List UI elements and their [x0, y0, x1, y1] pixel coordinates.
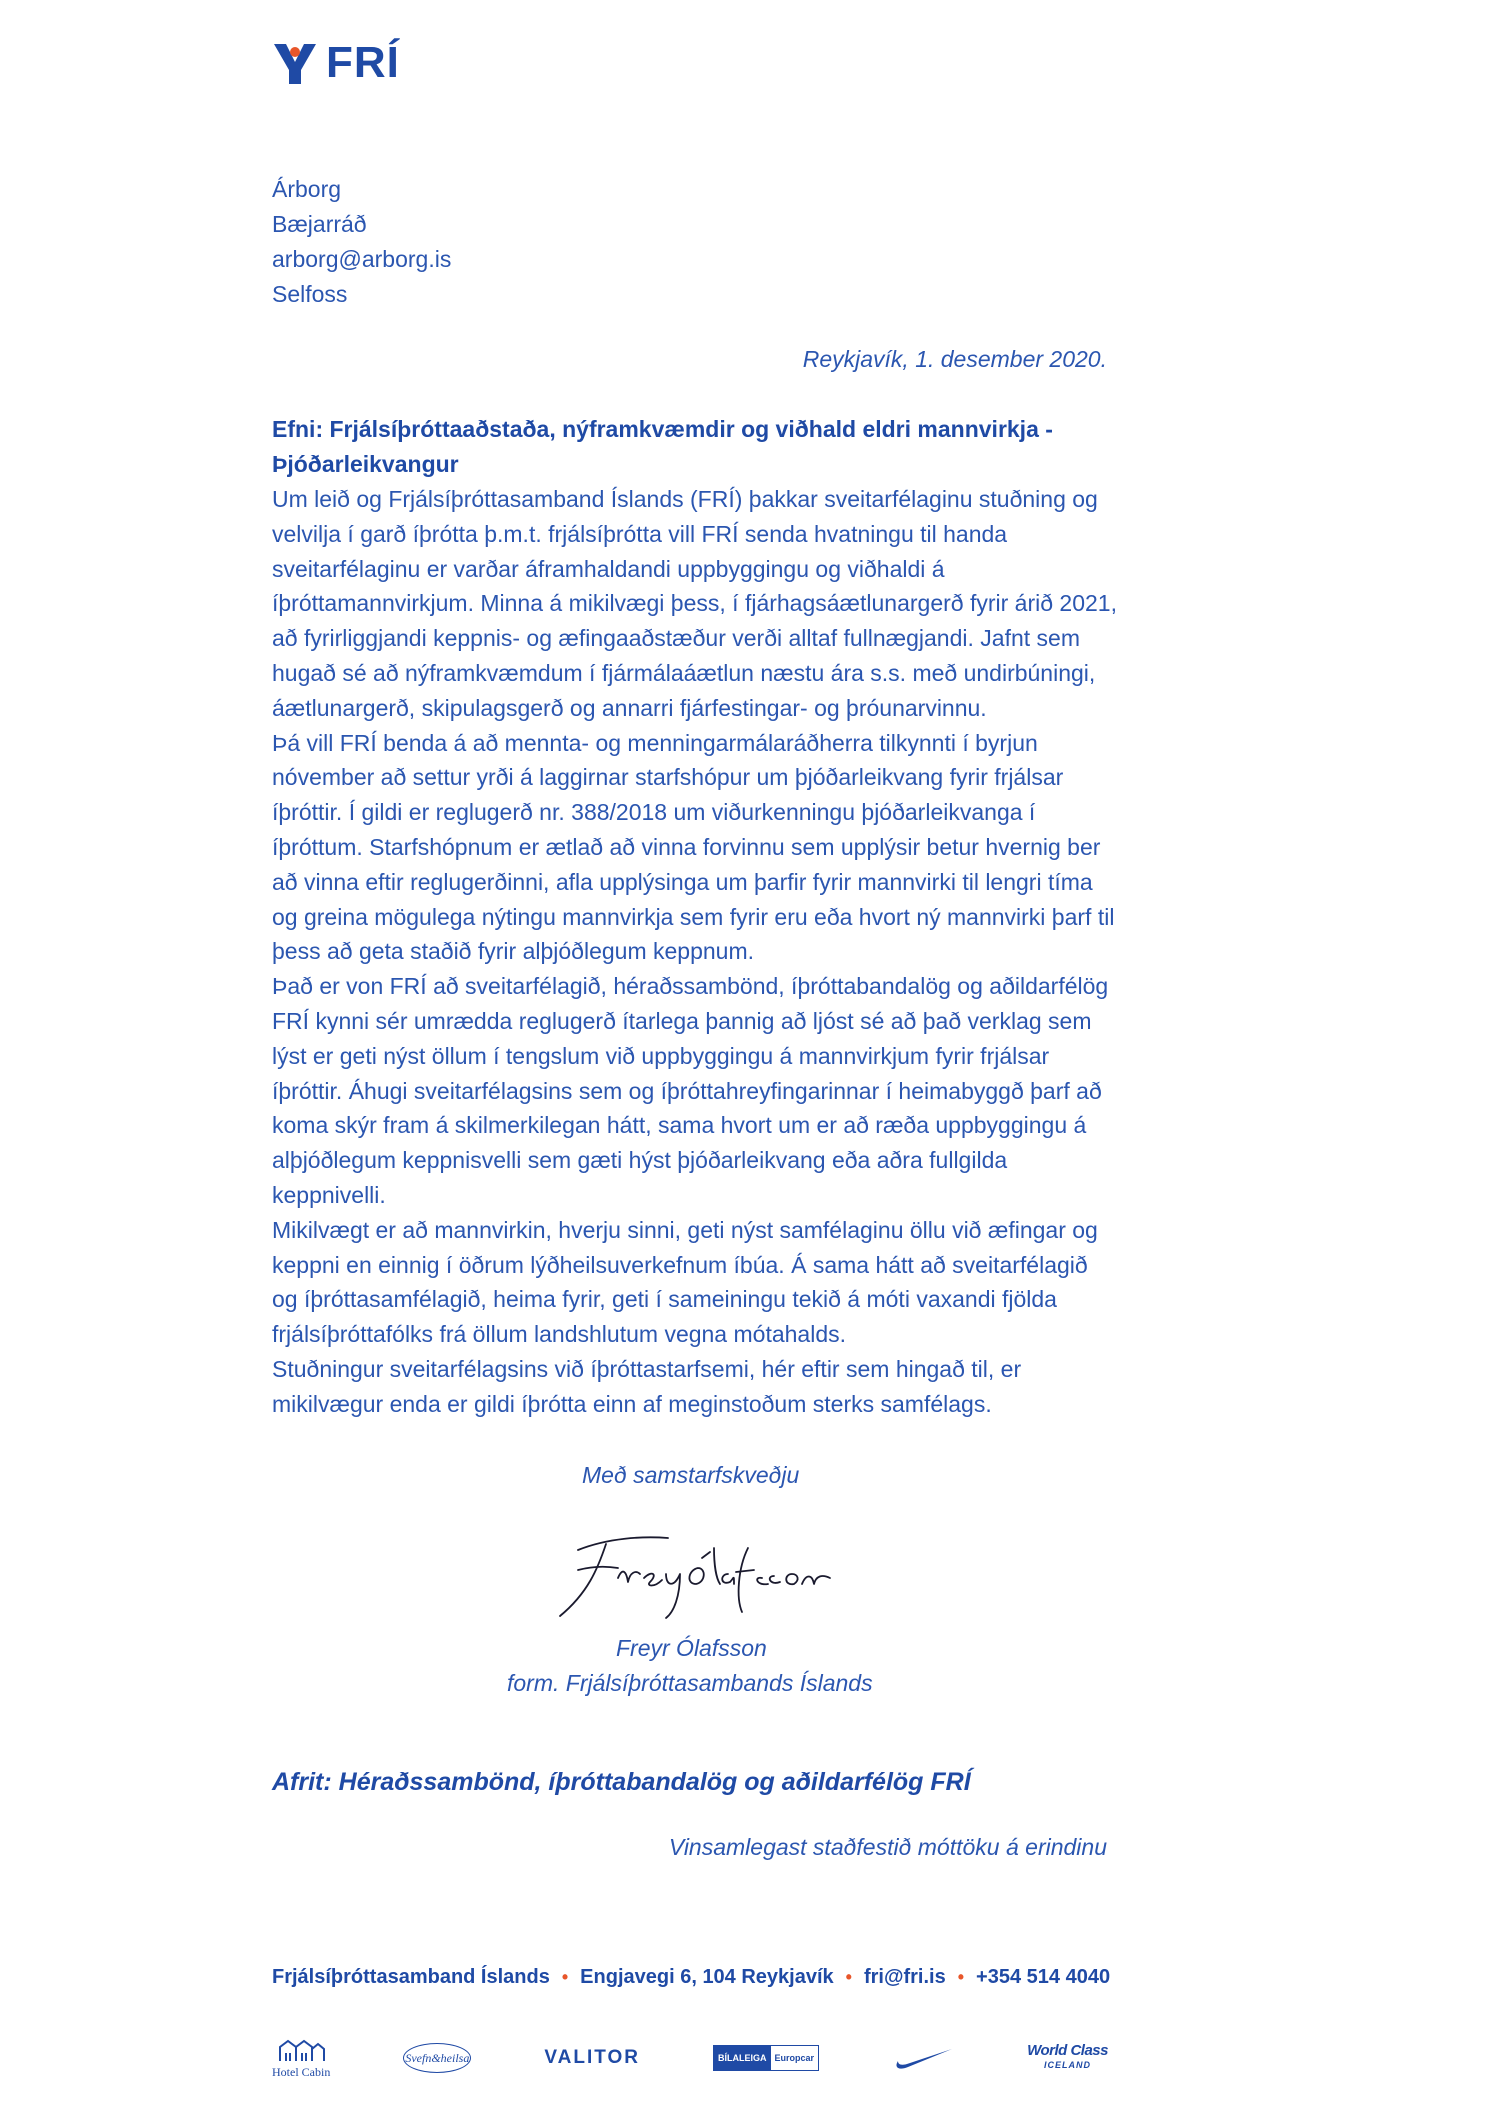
body-paragraph: Stuðningur sveitarfélagsins við íþróttastarfsemi, hér eftir sem hingað til, er mikilvægur enda er gildi íþrótta einn af meginstoðum sterks samfélags.	[272, 1355, 1022, 1417]
copy-recipients: Afrit: Héraðssambönd, íþróttabandalög og aðildarfélög FRÍ	[272, 1768, 971, 1796]
footer-org: Frjálsíþróttasamband Íslands	[272, 1966, 550, 1988]
nike-swoosh-icon	[892, 2045, 954, 2071]
recipient-email: arborg@arborg.is	[272, 246, 452, 272]
svefn-heilsa-logo	[403, 2043, 471, 2073]
europcar-left-label: BÍLALEIGA	[714, 2046, 771, 2070]
recipient-address	[272, 172, 451, 312]
hotel-cabin-icon	[276, 2037, 326, 2063]
handwritten-signature	[548, 1508, 838, 1628]
world-class-label: World Class	[1027, 2042, 1108, 2059]
world-class-logo	[1027, 2043, 1108, 2073]
letter-subject: Efni: Frjálsíþróttaaðstaða, nýframkvæmdir og viðhald eldri mannvirkja - Þjóðarleikvangur	[272, 416, 1053, 477]
closing-greeting: Með samstarfskveðju	[582, 1462, 800, 1488]
signer-title: form. Frjálsíþróttasambands Íslands	[507, 1670, 873, 1696]
body-paragraph: Þá vill FRÍ benda á að mennta- og menningarmálaráðherra tilkynnti í byrjun nóvember að settur yrði á laggirnar starfshópur um þjóðarleikvang fyrir frjálsar íþróttir. Í gildi er reglugerð nr. 388/2018 um viðurkenningu þjóðarleikvanga í íþróttum. Starfshópnum er ætlað að vinna forvinnu sem upplýsir betur hvernig ber að vinna eftir reglugerðinni, afla upplýsinga um þarfir fyrir mannvirki til lengri tíma og greina mögulega nýtingu mannvirkja sem fyrir eru eða hvort ný mannvirki þarf til þess að geta staðið fyrir alþjóðlegum keppnum.	[272, 729, 1115, 965]
hotel-cabin-logo	[272, 2037, 330, 2080]
signer-name: Freyr Ólafsson	[616, 1635, 767, 1661]
world-class-sub: ICELAND	[1044, 2060, 1092, 2070]
body-paragraph: Það er von FRÍ að sveitarfélagið, héraðssambönd, íþróttabandalög og aðildarfélög FRÍ kynni sér umrædda reglugerð ítarlega þannig að ljóst sé að það verklag sem lýst er geti nýst öllum í tengslum við uppbyggingu á mannvirkjum fyrir frjálsar íþróttir. Áhugi sveitarfélagsins sem og íþróttahreyfingarinnar í heimabyggð þarf að koma skýr fram á skilmerkilegan hátt, sama hvort um er að ræða uppbyggingu á alþjóðlegum keppnisvelli sem gæti hýst þjóðarleikvang eða aðra fullgilda keppnivelli.	[272, 973, 1109, 1208]
fri-logo-icon	[272, 40, 318, 86]
footer-separator: •	[957, 1967, 965, 1987]
footer-phone: +354 514 4040	[976, 1966, 1111, 1988]
footer-separator: •	[561, 1967, 569, 1987]
europcar-box	[713, 2045, 819, 2071]
letter-footer	[272, 1966, 1110, 1989]
nike-logo	[892, 2045, 954, 2071]
footer-email: fri@fri.is	[863, 1966, 946, 1988]
recipient-line: Árborg	[272, 176, 342, 202]
footer-separator: •	[845, 1967, 852, 1987]
svefn-heilsa-label: Svefn&heilsa	[403, 2043, 471, 2073]
recipient-line: Selfoss	[272, 281, 348, 307]
europcar-logo	[713, 2045, 819, 2071]
letter-body	[272, 482, 1117, 1422]
letter-date: Reykjavík, 1. desember 2020.	[802, 346, 1107, 372]
valitor-logo: VALITOR	[544, 2047, 640, 2068]
footer-address: Engjavegi 6, 104 Reykjavík	[580, 1966, 834, 1988]
logo-text: FRÍ	[326, 38, 400, 87]
fri-logo	[272, 40, 400, 86]
europcar-right-label: Europcar	[774, 2053, 815, 2063]
sponsor-logos	[272, 2028, 1108, 2088]
recipient-line: Bæjarráð	[272, 211, 367, 237]
body-paragraph: Mikilvægt er að mannvirkin, hverju sinni, geti nýst samfélaginu öllu við æfingar og keppni en einnig í öðrum lýðheilsuverkefnum íbúa. Á sama hátt að sveitarfélagið og íþróttasamfélagið, heima fyrir, geti í sameiningu tekið á móti vaxandi fjölda frjálsíþróttafólks frá öllum landshlutum vegna mótahalds.	[272, 1216, 1098, 1348]
body-paragraph: Um leið og Frjálsíþróttasamband Íslands (FRÍ) þakkar sveitarfélaginu stuðning og velvilja í garð íþrótta þ.m.t. frjálsíþrótta vill FRÍ senda hvatningu til handa sveitarfélaginu er varðar áframhaldandi uppbyggingu og viðhaldi á íþróttamannvirkjum. Minna á mikilvægi þess, í fjárhagsáætlunargerð fyrir árið 2021, að fyrirliggjandi keppnis- og æfingaaðstæður verði alltaf fullnægjandi. Jafnt sem hugað sé að nýframkvæmdum í fjármálaáætlun næstu ára s.s. með undirbúningi, áætlunargerð, skipulagsgerð og annarri fjárfestingar- og þróunarvinnu.	[272, 486, 1117, 721]
confirm-receipt-note: Vinsamlegast staðfestið móttöku á erindinu	[668, 1834, 1107, 1860]
hotel-cabin-label: Hotel Cabin	[272, 2064, 331, 2079]
